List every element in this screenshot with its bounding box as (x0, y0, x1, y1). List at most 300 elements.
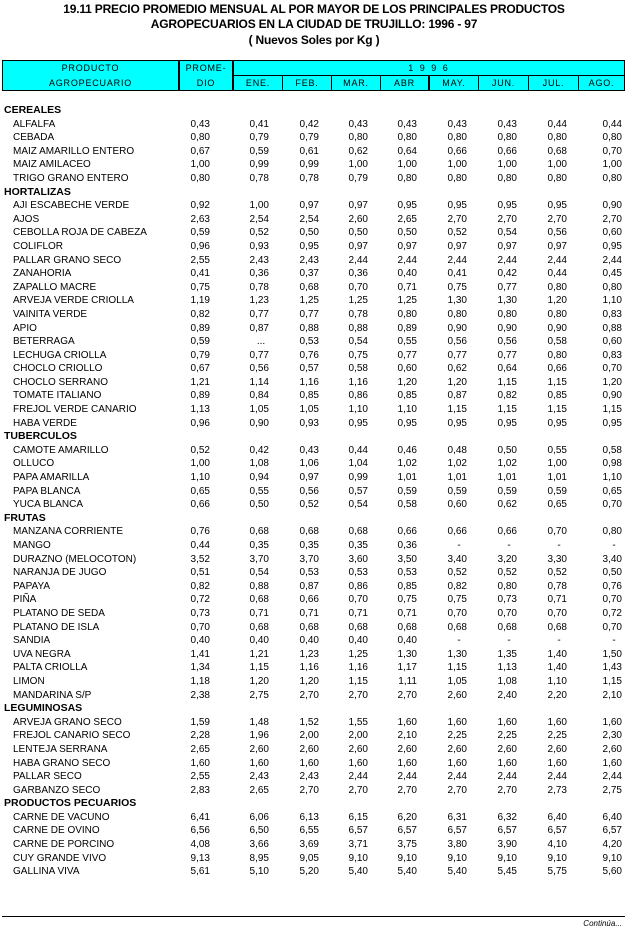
category-heading: LEGUMINOSAS (4, 702, 83, 715)
month-value: 0,90 (447, 322, 467, 334)
month-value: 0,80 (602, 172, 622, 184)
month-value: 1,00 (447, 159, 467, 171)
month-value: - (612, 635, 616, 647)
month-value: 0,59 (397, 485, 417, 497)
table-row (0, 865, 628, 879)
month-value: 0,55 (249, 485, 269, 497)
month-value: 0,97 (547, 240, 567, 252)
table-row (0, 471, 628, 485)
product-name: MANGO (13, 540, 51, 551)
month-value: 2,70 (299, 784, 319, 796)
product-name: MAIZ AMARILLO ENTERO (13, 145, 135, 157)
table-row (0, 580, 628, 594)
month-value: 1,15 (547, 376, 567, 388)
month-value: 0,87 (249, 322, 269, 334)
month-value: 0,71 (249, 607, 269, 619)
month-value: - (612, 540, 616, 551)
month-value: 2,75 (249, 689, 269, 701)
product-name: PLATANO DE SEDA (13, 607, 105, 619)
month-value: 3,20 (497, 553, 517, 565)
month-value: 0,80 (397, 172, 417, 184)
month-value: 0,99 (249, 159, 269, 171)
table-row (0, 254, 628, 268)
month-value: 2,25 (547, 730, 567, 742)
month-value: 2,65 (397, 213, 417, 225)
promedio-value: 0,67 (190, 363, 210, 375)
month-value: 3,75 (397, 839, 417, 851)
month-value: 0,95 (397, 417, 417, 429)
header-producto: PRODUCTO (61, 63, 120, 73)
month-value: 4,20 (602, 839, 622, 851)
month-value: 0,54 (348, 336, 368, 348)
promedio-value: 4,08 (190, 839, 210, 851)
month-value: 0,66 (299, 594, 319, 606)
month-value: 0,66 (447, 526, 467, 538)
month-value: 0,80 (497, 580, 517, 592)
month-value: 1,15 (249, 662, 269, 674)
month-value: 1,52 (299, 716, 319, 728)
month-value: 0,55 (547, 444, 567, 456)
promedio-value: 0,65 (190, 485, 210, 497)
product-name: BETERRAGA (13, 336, 75, 348)
month-value: 1,60 (397, 757, 417, 769)
month-value: 0,87 (299, 580, 319, 592)
month-value: 0,80 (547, 172, 567, 184)
month-value: 1,60 (497, 716, 517, 728)
product-name: MAIZ AMILACEO (13, 159, 91, 171)
promedio-value: 1,60 (190, 757, 210, 769)
month-value: 2,70 (299, 689, 319, 701)
month-value: 0,78 (348, 308, 368, 320)
product-name: ALFALFA (13, 118, 56, 130)
month-value: 0,79 (249, 132, 269, 144)
month-value: 0,50 (299, 227, 319, 239)
promedio-value: 0,89 (190, 390, 210, 402)
month-value: 0,52 (447, 567, 467, 579)
month-value: 0,50 (497, 444, 517, 456)
month-value: 0,41 (249, 118, 269, 130)
month-value: 0,71 (397, 607, 417, 619)
month-value: 0,70 (602, 363, 622, 375)
table-row (0, 213, 628, 227)
category-heading: TUBERCULOS (4, 430, 77, 443)
table-row (0, 743, 628, 757)
month-value: 0,88 (299, 322, 319, 334)
month-value: 0,68 (447, 621, 467, 633)
month-value: 1,30 (397, 648, 417, 660)
product-name: PALLAR SECO (13, 771, 82, 783)
month-value: 2,54 (249, 213, 269, 225)
month-value: 0,80 (348, 132, 368, 144)
product-name: GARBANZO SECO (13, 784, 101, 796)
month-value: 0,80 (497, 172, 517, 184)
month-value: 0,97 (447, 240, 467, 252)
month-value: 5,40 (447, 866, 467, 878)
month-value: 1,00 (547, 159, 567, 171)
month-value: 1,48 (249, 716, 269, 728)
month-value: 3,50 (397, 553, 417, 565)
month-value: 0,80 (547, 349, 567, 361)
month-value: 2,00 (299, 730, 319, 742)
month-value: 0,43 (397, 118, 417, 130)
month-value: 0,77 (497, 281, 517, 293)
promedio-value: 0,40 (190, 635, 210, 647)
month-value: 0,70 (602, 594, 622, 606)
month-value: 9,10 (547, 852, 567, 864)
month-value: 0,95 (497, 417, 517, 429)
month-value: 1,40 (547, 662, 567, 674)
promedio-value: 0,44 (190, 540, 210, 551)
month-value: 0,95 (447, 200, 467, 212)
promedio-value: 0,70 (190, 621, 210, 633)
month-value: 0,68 (547, 621, 567, 633)
month-value: 0,80 (447, 172, 467, 184)
month-value: 0,80 (397, 132, 417, 144)
header-month: MAR. (343, 78, 369, 88)
month-value: 0,77 (249, 349, 269, 361)
month-value: 0,53 (299, 567, 319, 579)
month-value: 0,70 (547, 607, 567, 619)
promedio-value: 2,63 (190, 213, 210, 225)
month-value: 2,44 (397, 254, 417, 266)
product-name: FREJOL CANARIO SECO (13, 730, 131, 742)
month-value: 1,60 (447, 757, 467, 769)
month-value: - (457, 635, 461, 647)
product-name: LIMON (13, 675, 45, 687)
month-value: 1,04 (348, 458, 368, 470)
product-name: LENTEJA SERRANA (13, 743, 108, 755)
month-value: 1,60 (602, 716, 622, 728)
month-value: 0,95 (602, 240, 622, 252)
month-value: 2,44 (497, 771, 517, 783)
month-value: 1,16 (299, 376, 319, 388)
month-value: 0,76 (299, 349, 319, 361)
month-value: 2,60 (547, 743, 567, 755)
product-name: SANDIA (13, 635, 51, 647)
month-value: 2,60 (602, 743, 622, 755)
month-value: 0,59 (497, 485, 517, 497)
table-row (0, 349, 628, 363)
table-title-line-1: 19.11 PRECIO PROMEDIO MENSUAL AL POR MAYOR DE LOS PRINCIPALES PRODUCTOS (63, 2, 565, 16)
month-value: 0,66 (497, 145, 517, 157)
table-title-line-2: AGROPECUARIOS EN LA CIUDAD DE TRUJILLO: 1996 - 97 (150, 17, 478, 31)
month-value: 0,50 (397, 227, 417, 239)
table-row (0, 757, 628, 771)
month-value: 1,15 (547, 404, 567, 416)
product-name: TRIGO GRANO ENTERO (13, 172, 129, 184)
month-value: 0,75 (447, 594, 467, 606)
month-value: 0,68 (249, 526, 269, 538)
month-value: 2,25 (497, 730, 517, 742)
month-value: 1,15 (602, 404, 622, 416)
month-value: 1,30 (447, 295, 467, 307)
month-value: 1,00 (348, 159, 368, 171)
promedio-value: 0,79 (190, 349, 210, 361)
month-value: 1,23 (249, 295, 269, 307)
month-value: 1,02 (497, 458, 517, 470)
table-row (0, 240, 628, 254)
promedio-value: 0,66 (190, 499, 210, 511)
month-value: 1,60 (547, 757, 567, 769)
month-value: 2,44 (447, 254, 467, 266)
month-value: 2,44 (348, 771, 368, 783)
month-value: 0,77 (447, 349, 467, 361)
month-value: 3,40 (602, 553, 622, 565)
month-value: 9,10 (348, 852, 368, 864)
month-value: 0,72 (602, 607, 622, 619)
header-month: MAY. (442, 78, 466, 88)
month-value: 0,56 (299, 485, 319, 497)
month-value: 0,80 (547, 308, 567, 320)
month-value: 0,73 (497, 594, 517, 606)
month-value: 2,44 (547, 771, 567, 783)
month-value: 0,37 (299, 268, 319, 280)
promedio-value: 0,82 (190, 308, 210, 320)
table-row (0, 716, 628, 730)
table-row (0, 539, 628, 553)
month-value: 0,78 (299, 172, 319, 184)
month-value: 3,71 (348, 839, 368, 851)
month-value: 0,90 (249, 417, 269, 429)
month-value: 0,52 (447, 227, 467, 239)
product-name: ZAPALLO MACRE (13, 281, 97, 293)
month-value: 0,77 (397, 349, 417, 361)
month-value: 0,95 (397, 200, 417, 212)
month-value: 1,16 (348, 376, 368, 388)
month-value: 0,53 (397, 567, 417, 579)
month-value: 0,78 (249, 172, 269, 184)
month-value: 0,97 (299, 200, 319, 212)
month-value: 6,57 (602, 825, 622, 837)
month-value: 2,30 (602, 730, 622, 742)
month-value: 0,80 (447, 132, 467, 144)
month-value: 0,99 (299, 159, 319, 171)
month-value: 0,59 (547, 485, 567, 497)
promedio-value: 0,76 (190, 526, 210, 538)
month-value: 0,59 (447, 485, 467, 497)
month-value: 2,60 (447, 743, 467, 755)
month-value: 0,70 (447, 607, 467, 619)
month-value: 1,25 (348, 648, 368, 660)
table-row (0, 417, 628, 431)
month-value: 0,85 (547, 390, 567, 402)
month-value: 0,50 (602, 567, 622, 579)
month-value: 0,71 (348, 607, 368, 619)
table-row (0, 824, 628, 838)
month-value: 2,43 (249, 254, 269, 266)
table-body (0, 104, 628, 879)
month-value: 0,62 (497, 499, 517, 511)
month-value: 6,32 (497, 811, 517, 823)
month-value: 2,44 (602, 771, 622, 783)
month-value: 0,76 (602, 580, 622, 592)
month-value: 0,44 (547, 118, 567, 130)
month-value: 6,50 (249, 825, 269, 837)
month-value: 0,80 (547, 132, 567, 144)
month-value: - (507, 540, 511, 551)
month-value: 3,69 (299, 839, 319, 851)
month-value: 0,64 (497, 363, 517, 375)
table-row (0, 553, 628, 567)
month-value: 0,58 (547, 336, 567, 348)
product-name: VAINITA VERDE (13, 308, 88, 320)
table-units: ( Nuevos Soles por Kg ) (248, 33, 380, 47)
month-value: 0,62 (348, 145, 368, 157)
table-row (0, 525, 628, 539)
table-row (0, 498, 628, 512)
month-value: 0,58 (397, 499, 417, 511)
month-value: 0,99 (348, 472, 368, 484)
month-value: 1,13 (497, 662, 517, 674)
promedio-value: 0,51 (190, 567, 210, 579)
month-value: 6,40 (547, 811, 567, 823)
month-value: 0,40 (249, 635, 269, 647)
month-value: 0,43 (299, 444, 319, 456)
month-value: 5,20 (299, 866, 319, 878)
month-value: 1,25 (397, 295, 417, 307)
month-value: 0,61 (299, 145, 319, 157)
table-row (0, 403, 628, 417)
month-value: 2,70 (497, 784, 517, 796)
month-value: 0,58 (348, 363, 368, 375)
month-value: 0,36 (348, 268, 368, 280)
month-value: 2,44 (602, 254, 622, 266)
month-value: 0,87 (447, 390, 467, 402)
table-row (0, 661, 628, 675)
product-name: AJI ESCABECHE VERDE (13, 200, 130, 212)
month-value: 1,60 (602, 757, 622, 769)
month-value: 6,15 (348, 811, 368, 823)
month-value: 0,41 (447, 268, 467, 280)
month-value: 0,56 (447, 336, 467, 348)
category-heading: HORTALIZAS (4, 185, 71, 198)
month-value: 1,60 (348, 757, 368, 769)
month-value: 0,42 (497, 268, 517, 280)
product-name: OLLUCO (13, 458, 55, 470)
month-value: 0,85 (397, 390, 417, 402)
month-value: 0,54 (497, 227, 517, 239)
month-value: 0,93 (249, 240, 269, 252)
month-value: 1,01 (547, 472, 567, 484)
product-name: ARVEJA VERDE CRIOLLA (13, 295, 134, 307)
month-value: 1,17 (397, 662, 417, 674)
promedio-value: 0,41 (190, 268, 210, 280)
month-value: 2,70 (348, 784, 368, 796)
month-value: 2,44 (447, 771, 467, 783)
month-value: 2,60 (348, 213, 368, 225)
table-row (0, 158, 628, 172)
promedio-value: 6,56 (190, 825, 210, 837)
product-name: HABA VERDE (13, 417, 77, 429)
month-value: 0,98 (602, 458, 622, 470)
promedio-value: 1,00 (190, 458, 210, 470)
header-promedio-2: DIO (196, 78, 216, 88)
month-value: 0,77 (299, 308, 319, 320)
month-value: 6,57 (547, 825, 567, 837)
product-name: PALLAR GRANO SECO (13, 254, 122, 266)
table-row (0, 838, 628, 852)
promedio-value: 1,00 (190, 159, 210, 171)
month-value: 6,57 (397, 825, 417, 837)
month-value: 0,53 (348, 567, 368, 579)
promedio-value: 3,52 (190, 553, 210, 565)
month-value: 0,68 (397, 621, 417, 633)
promedio-value: 6,41 (190, 811, 210, 823)
table-bottom-rule (2, 916, 625, 917)
month-value: 0,88 (348, 322, 368, 334)
month-value: 0,80 (547, 281, 567, 293)
month-value: 0,95 (547, 200, 567, 212)
month-value: 0,88 (249, 580, 269, 592)
promedio-value: 9,13 (190, 852, 210, 864)
month-value: 0,94 (249, 472, 269, 484)
month-value: 0,84 (249, 390, 269, 402)
month-value: 0,95 (299, 240, 319, 252)
month-value: 0,70 (602, 621, 622, 633)
month-value: 0,85 (397, 580, 417, 592)
month-value: 2,70 (397, 784, 417, 796)
header-agropecuario: AGROPECUARIO (48, 78, 133, 88)
month-value: 0,68 (249, 621, 269, 633)
month-value: 0,68 (497, 621, 517, 633)
month-value: 2,73 (547, 784, 567, 796)
month-value: 0,90 (497, 322, 517, 334)
month-value: 2,54 (299, 213, 319, 225)
month-value: 0,70 (348, 281, 368, 293)
month-value: 0,40 (348, 635, 368, 647)
promedio-value: 0,82 (190, 580, 210, 592)
month-value: 0,82 (497, 390, 517, 402)
month-value: 1,00 (249, 200, 269, 212)
month-value: 2,70 (602, 213, 622, 225)
month-value: 0,79 (299, 132, 319, 144)
table-row (0, 322, 628, 336)
product-name: UVA NEGRA (13, 648, 71, 660)
table-row (0, 131, 628, 145)
month-value: 0,54 (348, 499, 368, 511)
month-value: 0,45 (602, 268, 622, 280)
month-value: 0,35 (249, 540, 269, 551)
promedio-value: 0,96 (190, 417, 210, 429)
month-value: 1,20 (299, 675, 319, 687)
month-value: 2,20 (547, 689, 567, 701)
month-value: 6,13 (299, 811, 319, 823)
promedio-value: 2,55 (190, 771, 210, 783)
product-name: CARNE DE PORCINO (13, 839, 115, 851)
month-value: 1,20 (397, 376, 417, 388)
month-value: 0,62 (447, 363, 467, 375)
product-name: APIO (13, 322, 37, 334)
month-value: 0,57 (299, 363, 319, 375)
month-value: 0,77 (497, 349, 517, 361)
month-value: 0,66 (547, 363, 567, 375)
product-name: CARNE DE VACUNO (13, 811, 110, 823)
month-value: 0,60 (602, 336, 622, 348)
product-name: PAPA AMARILLA (13, 472, 90, 484)
product-name: AJOS (13, 213, 40, 225)
month-value: 2,70 (447, 784, 467, 796)
month-value: 1,15 (447, 662, 467, 674)
table-row (0, 444, 628, 458)
category-heading: CEREALES (4, 104, 62, 116)
month-value: - (457, 540, 461, 551)
month-value: 9,05 (299, 852, 319, 864)
month-value: 1,00 (497, 159, 517, 171)
promedio-value: 2,65 (190, 743, 210, 755)
month-value: 3,70 (299, 553, 319, 565)
header-month: AGO. (588, 78, 615, 88)
month-value: 1,05 (299, 404, 319, 416)
